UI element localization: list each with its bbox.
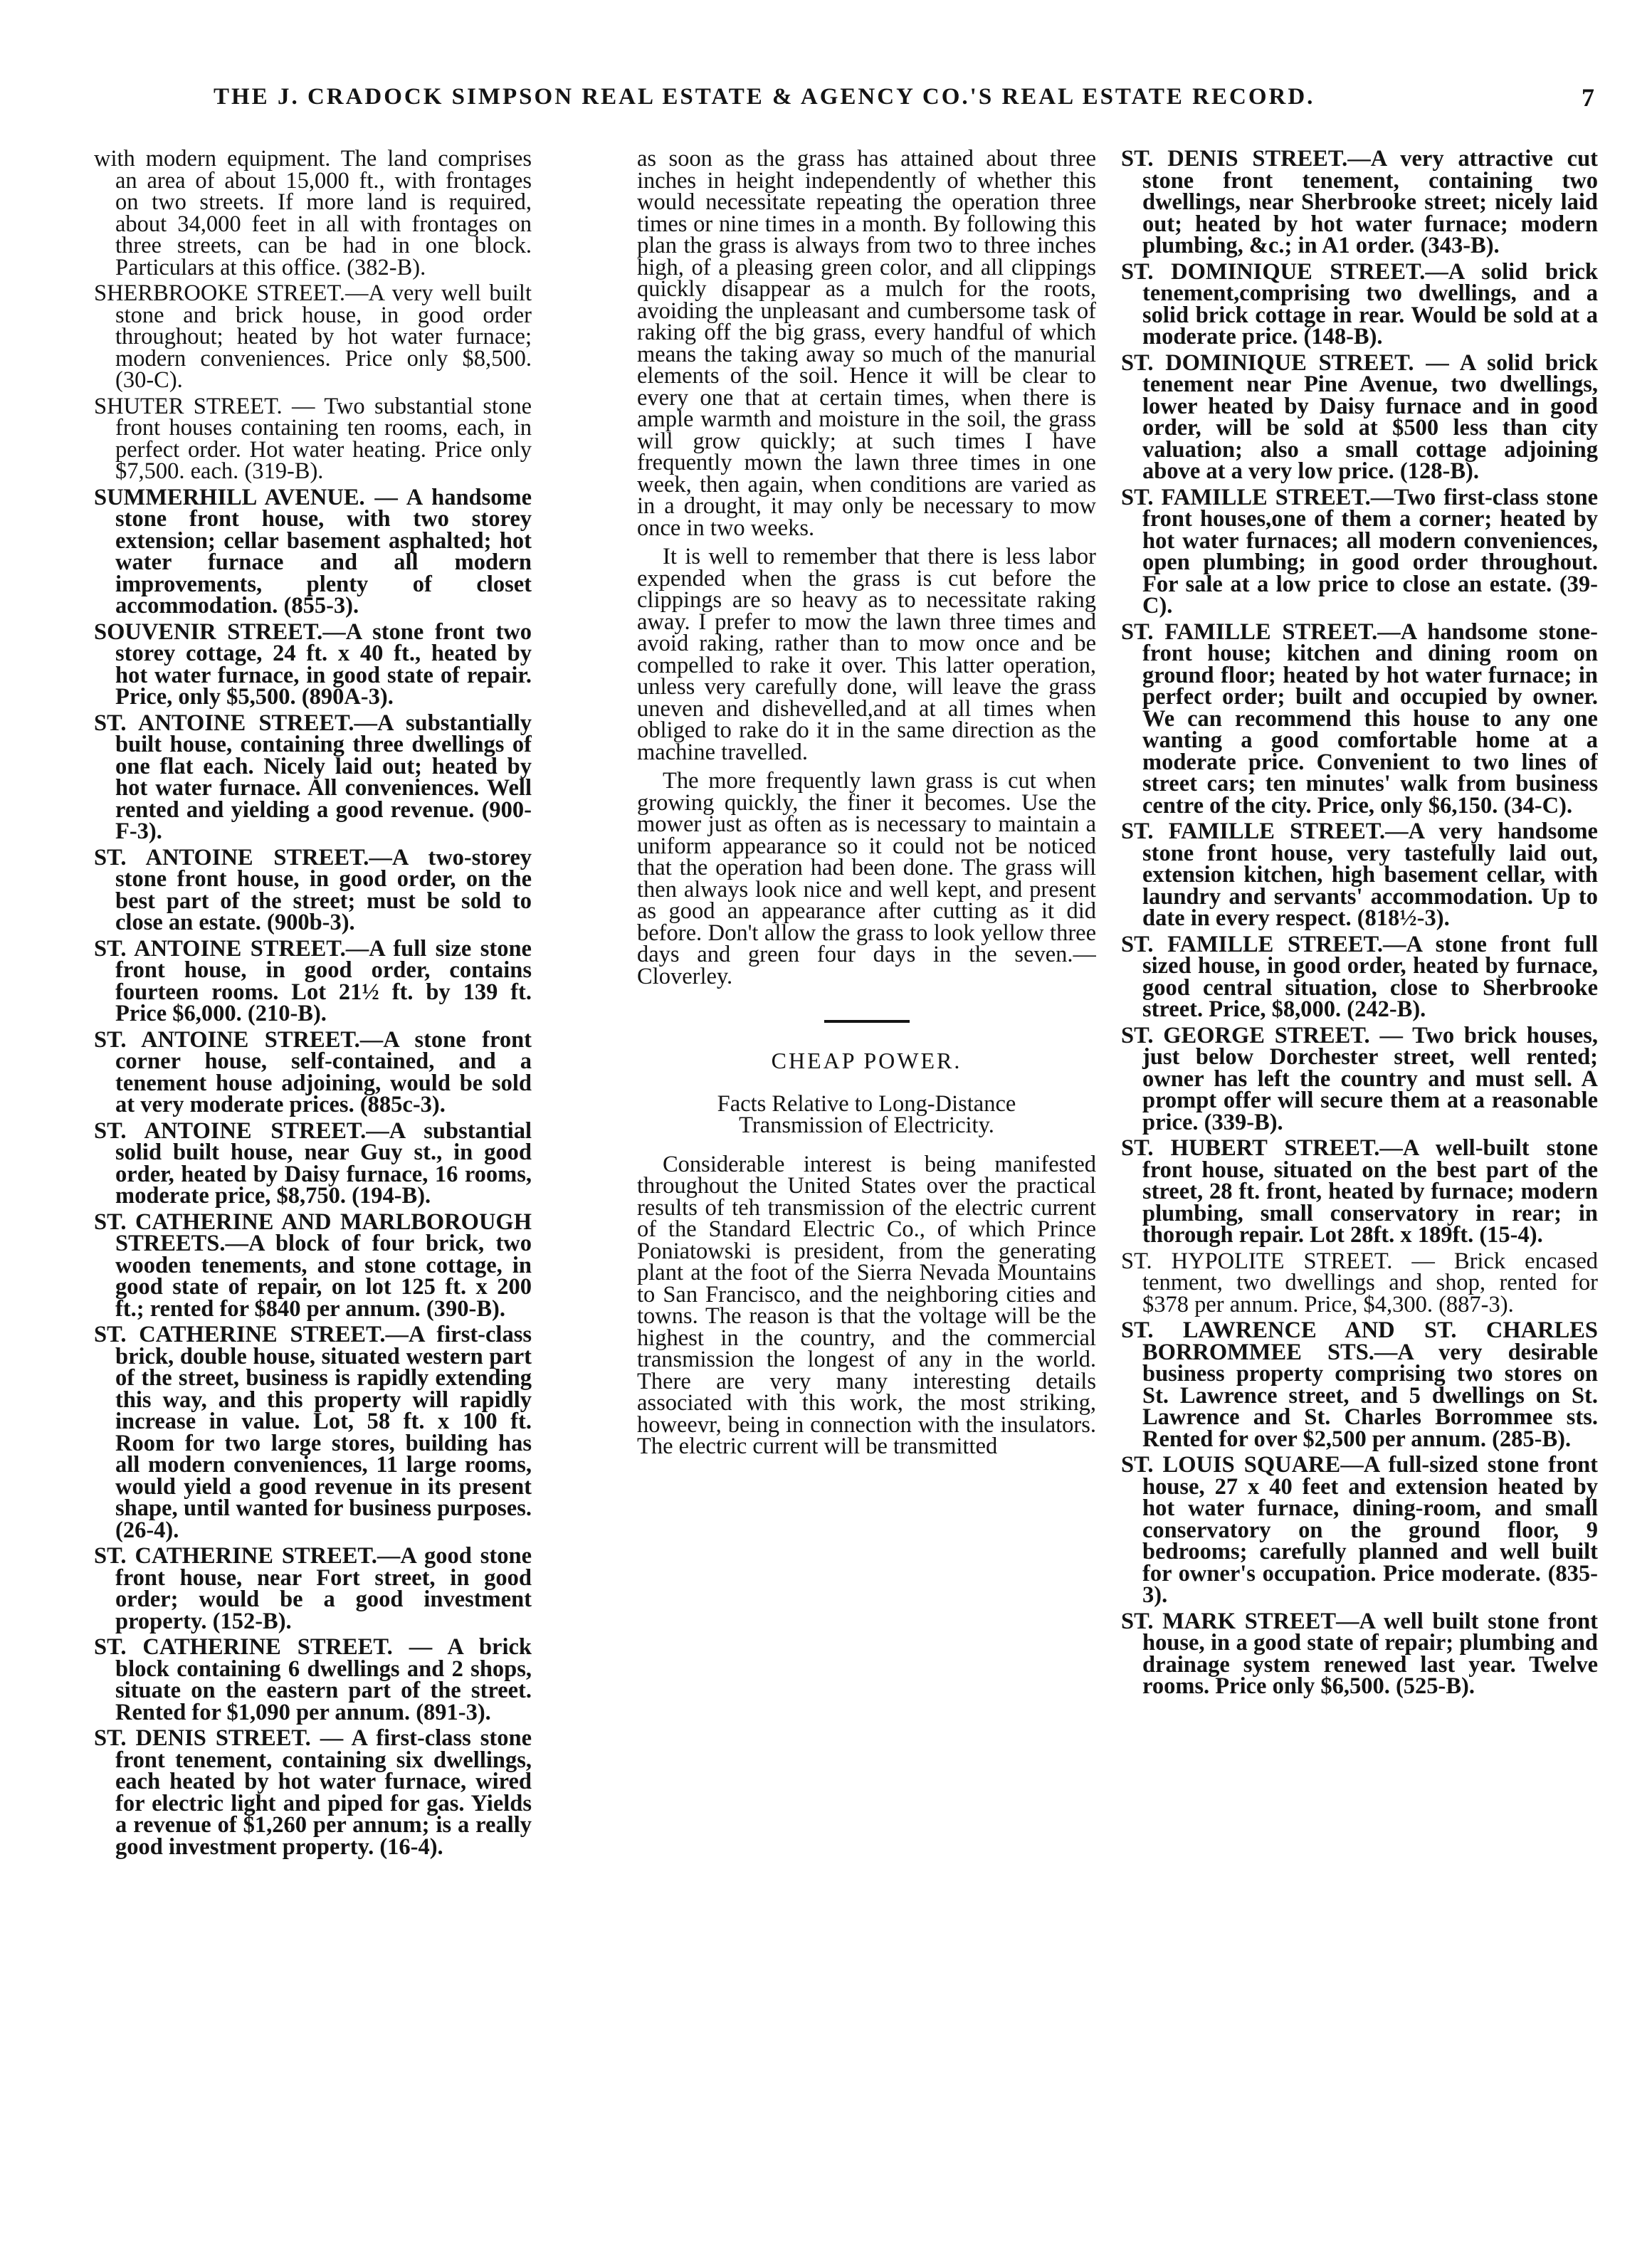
- column-left-listings: [94, 148, 532, 2229]
- article-paragraph: It is well to remember that there is less labor expended when the grass is cut before the clippings are so heavy as to necessitate raking away. I prefer to mow the lawn three times and avoid raking, rather than to mow once and be compelled to rake it over. This latter operation, unless very carefully done, will leave the grass uneven and dishevelled,and at all times when obliged to rake do it in the same direction as the machine travelled.: [637, 544, 1096, 765]
- section-subtitle: Facts Relative to Long-Distance Transmission of Electricity.: [717, 1090, 1016, 1138]
- listing-entry: with modern equipment. The land comprises an area of about 15,000 ft., with frontages on two streets. If more land is required, about 34,000 feet in all with frontages on three streets, can be had in one block. Particulars at this office. (382-B).: [94, 148, 532, 280]
- column-right-listings: [1121, 148, 1598, 2229]
- listing-entry: SHERBROOKE STREET.—A very well built stone and brick house, in good order throughout; heated by hot water furnace; modern conveniences. Price only $8,500. (30-C).: [94, 280, 532, 393]
- listing-entry: ST. CATHERINE AND MARLBOROUGH STREETS.—A block of four brick, two wooden tenements, and stone cottage, in good state of repair, on lot 125 ft. x 200 ft.; rented for $840 per annum. (390-B).: [94, 1209, 532, 1322]
- listing-entry: ST. DOMINIQUE STREET. — A solid brick tenement near Pine Avenue, two dwellings, lower heated by Daisy furnace and in good order, will be sold at $500 less than city valuation; also a small cottage adjoining above at a very low price. (128-B).: [1121, 349, 1598, 484]
- listing-entry: ST. CATHERINE STREET. — A brick block containing 6 dwellings and 2 shops, situate on the eastern part of the street. Rented for $1,090 per annum. (891-3).: [94, 1634, 532, 1725]
- listing-entry: ST. ANTOINE STREET.—A substantial solid built house, near Guy st., in good order, heated by Daisy furnace, 16 rooms, moderate price, $8,750. (194-B).: [94, 1117, 532, 1209]
- masthead-title: THE J. CRADOCK SIMPSON REAL ESTATE & AGENCY CO.'S REAL ESTATE RECORD.: [214, 84, 1315, 110]
- listing-entry: ST. LOUIS SQUARE—A full-sized stone front house, 27 x 40 feet and extension heated by hot water furnace, dining-room, and small conservatory on the ground floor, 9 bedrooms; carefully planned and well built for owner's occupation. Price moderate. (835-3).: [1121, 1452, 1598, 1608]
- listing-entry: ST. FAMILLE STREET.—A very handsome stone front house, very tastefully laid out, extension kitchen, high basement cellar, with laundry and servants' accommodation. Up to date in every respect. (818½-3).: [1121, 819, 1598, 931]
- listing-entry: ST. HUBERT STREET.—A well-built stone front house, situated on the best part of the street, 28 ft. front, heated by furnace; modern plumbing, small conservatory in rear; in thorough repair. Lot 28ft. x 189ft. (15-4).: [1121, 1135, 1598, 1248]
- article-paragraph: Considerable interest is being manifested throughout the United States over the practical results of teh transmission of the electric current of the Standard Electric Co., of which Prince Poniatowski is president, from the generating plant at the foot of the Sierra Nevada Mountains to San Francisco, and the neighboring cities and towns. The reason is that the voltage will be the highest in the country, and the commercial transmission the longest of any in the world. There are very many interesting details associated with this work, the most striking, howeevr, being in connection with the insulators. The electric current will be transmitted: [637, 1151, 1096, 1459]
- listing-entry: ST. CATHERINE STREET.—A good stone front house, near Fort street, in good order; would be a good investment property. (152-B).: [94, 1543, 532, 1634]
- listing-entry: ST. FAMILLE STREET.—A stone front full sized house, in good order, heated by furnace, good central situation, close to Sherbrooke street. Price, $8,000. (242-B).: [1121, 931, 1598, 1022]
- listing-entry: ST. ANTOINE STREET.—A stone front corner house, self-contained, and a tenement house adjoining, would be sold at very moderate prices. (885c-3).: [94, 1026, 532, 1117]
- listing-entry: ST. ANTOINE STREET.—A substantially built house, containing three dwellings of one flat each. Nicely laid out; heated by hot water furnace. All conveniences. Well rented and yielding a good revenue. (900-F-3).: [94, 710, 532, 844]
- listing-entry: ST. FAMILLE STREET.—A handsome stone-front house; kitchen and dining room on ground floor; heated by hot water furnace; in perfect order; built and occupied by owner. We can recommend this house to any one wanting a good comfortable home at a moderate price. Convenient to two lines of street cars; ten minutes' walk from business centre of the city. Price, only $6,150. (34-C).: [1121, 619, 1598, 819]
- listing-entry: ST. MARK STREET—A well built stone front house, in a good state of repair; plumbing and drainage system renewed last year. Twelve rooms. Price only $6,500. (525-B).: [1121, 1608, 1598, 1699]
- listing-entry: ST. CATHERINE STREET.—A first-class brick, double house, situated western part of the street, business is rapidly extending this way, and this property will rapidly increase in value. Lot, 58 ft. x 100 ft. Room for two large stores, building has all modern conveniences, 11 large rooms, would yield a good revenue in its present shape, until wanted for business purposes. (26-4).: [94, 1322, 532, 1543]
- listing-entry: ST. GEORGE STREET. — Two brick houses, just below Dorchester street, well rented; owner has left the country and must sell. A prompt offer will secure them at a reasonable price. (339-B).: [1121, 1022, 1598, 1135]
- listing-entry: ST. HYPOLITE STREET. — Brick encased tenment, two dwellings and shop, rented for $378 per annum. Price, $4,300. (887-3).: [1121, 1248, 1598, 1317]
- listing-entry: ST. DENIS STREET.—A very attractive cut stone front tenement, containing two dwellings, near Sherbrooke street; nicely laid out; heated by hot water furnace; modern plumbing, &c.; in A1 order. (343-B).: [1121, 148, 1598, 258]
- listing-entry: SUMMERHILL AVENUE. — A handsome stone front house, with two storey extension; cellar basement asphalted; hot water furnace and all modern improvements, plenty of closet accommodation. (855-3).: [94, 484, 532, 619]
- page-number: 7: [1582, 83, 1594, 112]
- listing-entry: ST. DENIS STREET. — A first-class stone front tenement, containing six dwellings, each heated by hot water furnace, wired for electric light and piped for gas. Yields a revenue of $1,260 per annum; is a really good investment property. (16-4).: [94, 1725, 532, 1860]
- listing-entry: ST. FAMILLE STREET.—Two first-class stone front houses,one of them a corner; heated by hot water furnaces; all modern conveniences, open plumbing; in good order throughout. For sale at a low price to close an estate. (39-C).: [1121, 484, 1598, 619]
- article-paragraph: as soon as the grass has attained about three inches in height independently of whether this would necessitate repeating the operation three times or nine times in a month. By following this plan the grass is always from two to three inches high, of a pleasing green color, and all clippings quickly disappear as a mulch for the roots, avoiding the unpleasant and cumbersome task of raking off the big grass, every handful of which means the taking away so much of the manurial elements of the soil. Hence it will be clear to every one that at certain times, when there is ample warmth and moisture in the soil, the grass will grow quickly; at such times I have frequently mown the lawn three times in one week, then again, when conditions are varied as in a drought, it may only be necessary to mow once in two weeks.: [637, 148, 1096, 541]
- listing-entry: ST. DOMINIQUE STREET.—A solid brick tenement,comprising two dwellings, and a solid brick cottage in rear. Would be sold at a moderate price. (148-B).: [1121, 258, 1598, 349]
- column-middle-article: [637, 148, 1096, 2229]
- article-paragraph: The more frequently lawn grass is cut when growing quickly, the finer it becomes. Use the mower just as often as is necessary to maintain a uniform appearance so it could not be noticed that the operation had been done. The grass will then always look nice and well kept, and present as good an appearance after cutting as it did before. Don't allow the grass to look yellow three days and green four days in the seven.—Cloverley.: [637, 768, 1096, 989]
- section-divider: [824, 1020, 910, 1023]
- listing-entry: SOUVENIR STREET.—A stone front two storey cottage, 24 ft. x 40 ft., heated by hot water furnace, in good state of repair. Price, only $5,500. (890A-3).: [94, 619, 532, 710]
- listing-entry: ST. ANTOINE STREET.—A full size stone front house, in good order, contains fourteen rooms. Lot 21½ ft. by 139 ft. Price $6,000. (210-B).: [94, 935, 532, 1026]
- section-title: CHEAP POWER.: [771, 1048, 962, 1073]
- listing-entry: SHUTER STREET. — Two substantial stone front houses containing ten rooms, each, in perfect order. Hot water heating. Price only $7,500. each. (319-B).: [94, 393, 532, 484]
- listing-entry: ST. LAWRENCE AND ST. CHARLES BORROMMEE STS.—A very desirable business property comprising two stores on St. Lawrence street, and 5 dwellings on St. Lawrence and St. Charles Borrommee sts. Rented for over $2,500 per annum. (285-B).: [1121, 1317, 1598, 1452]
- listing-entry: ST. ANTOINE STREET.—A two-storey stone front house, in good order, on the best part of the street; must be sold to close an estate. (900b-3).: [94, 844, 532, 935]
